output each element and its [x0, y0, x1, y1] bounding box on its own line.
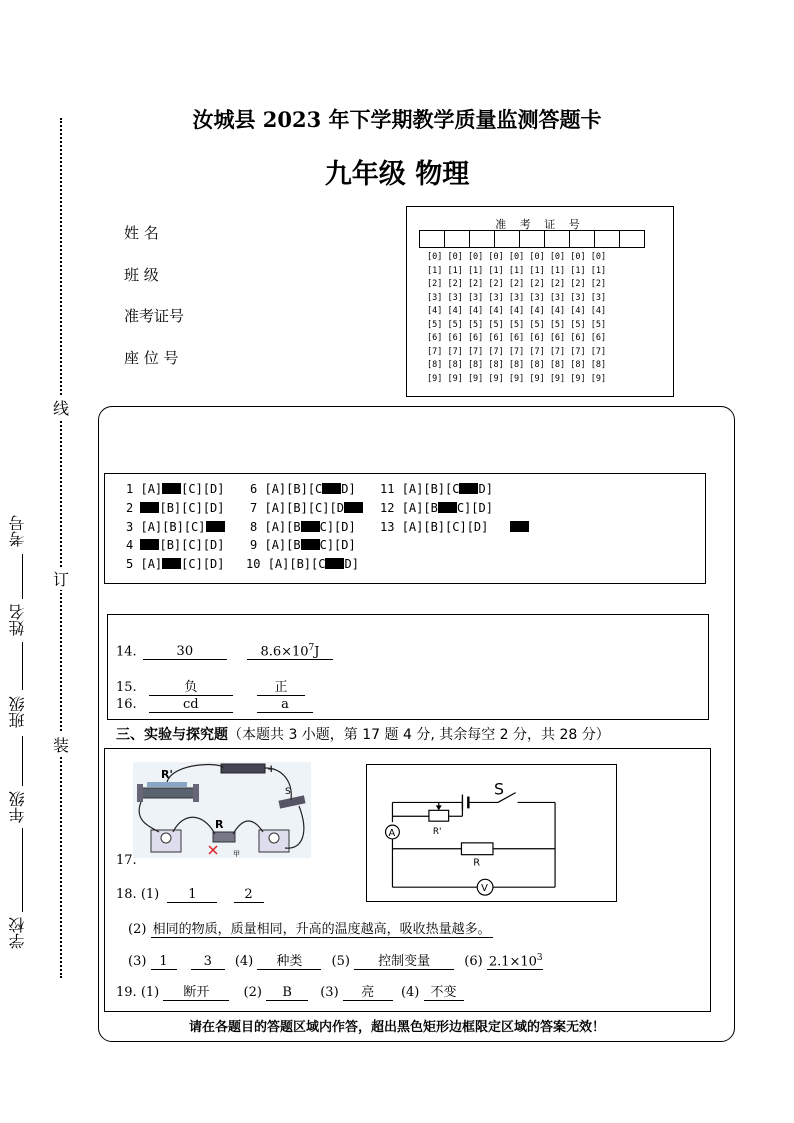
section-3-heading: 三、实验与探究题（本题共 3 小题，第 17 题 4 分, 其余每空 2 分，共 28 分） — [116, 727, 610, 743]
bubble-row[interactable]: [8] [8] [8] [8] [8] [8] [8] [8] [8] — [427, 360, 607, 370]
side-class-line[interactable] — [22, 736, 23, 786]
choice-q10[interactable]: 10 [A][B][C D] — [246, 557, 359, 571]
q18-answer-8[interactable]: $2.1\times 10^3$ — [488, 952, 543, 969]
side-school-line[interactable] — [22, 876, 23, 912]
q16-answer-2[interactable]: a — [257, 697, 313, 713]
choice-q4[interactable]: 4 [B][C][D] — [126, 538, 225, 552]
svg-text:+: + — [267, 764, 276, 775]
binding-dotted-line — [60, 118, 62, 978]
id-cell[interactable] — [419, 230, 445, 248]
circuit-diagram — [366, 764, 617, 902]
footer-notice: 请在各题目的答题区域内作答，超出黑色矩形边框限定区域的答案无效！ — [188, 1020, 605, 1035]
exp-q18-line1: 18. (1) 1 2 — [116, 887, 264, 903]
choice-q11[interactable]: 11 [A][B][C D] — [380, 482, 493, 496]
side-exam-no-label: 考号 — [8, 515, 27, 547]
fill-q15: 15. 负 正 — [116, 676, 305, 696]
side-grade-line[interactable] — [22, 828, 23, 878]
bubble-row[interactable]: [7] [7] [7] [7] [7] [7] [7] [7] [7] — [427, 346, 607, 357]
seat-label: 座 位 号 — [124, 349, 179, 367]
choice-q2[interactable]: 2 [B][C][D] — [126, 501, 225, 515]
bubble-row[interactable]: [3] [3] [3] [3] [3] [3] [3] [3] [3] — [427, 292, 607, 303]
fill-q16: 16. cd a — [116, 697, 313, 713]
bubble-row[interactable]: [6] [6] [6] [6] [6] [6] [6] [6] [6] — [427, 333, 607, 343]
s-label-photo: S — [285, 787, 291, 797]
q18-answer-1[interactable]: 1 — [167, 887, 217, 903]
q15-answer-1[interactable]: 负 — [149, 676, 233, 696]
exp-q18-line3: (3) 1 3 (4) 种类 (5) 控制变量 (6) $2.1\times 10^3$ — [128, 950, 543, 970]
choice-q12[interactable]: 12 [A][B C][D] — [380, 501, 493, 515]
choice-q3[interactable]: 3 [A][B][C] — [126, 520, 225, 534]
exam-id-bubble-grid — [427, 251, 606, 386]
choice-q1[interactable]: 1 [A] [C][D] — [126, 482, 225, 496]
exp-q17: 17. — [116, 853, 137, 868]
binding-zhuang: 装 — [53, 733, 69, 756]
q18-answer-7[interactable]: 控制变量 — [354, 950, 454, 970]
id-cell[interactable] — [569, 230, 595, 248]
side-exam-no-line[interactable] — [22, 554, 23, 599]
rheostat-label: R' — [432, 826, 442, 837]
choice-q5[interactable]: 5 [A] [C][D] — [126, 557, 225, 571]
bubble-row[interactable]: [2] [2] [2] [2] [2] [2] [2] [2] [2] — [427, 279, 607, 289]
class-label: 班 级 — [124, 266, 159, 284]
exam-id-label: 准考证号 — [124, 307, 185, 325]
binding-xian: 线 — [53, 396, 69, 419]
r-label-photo: R — [215, 818, 224, 831]
switch-label: S — [493, 779, 504, 799]
resistor-label: R — [473, 857, 481, 869]
bubble-row[interactable]: [1] [1] [1] [1] [1] [1] [1] [1] [1] — [427, 265, 607, 276]
id-cell[interactable] — [594, 230, 620, 248]
q19-answer-2[interactable]: B — [266, 985, 308, 1001]
bubble-row[interactable]: [5] [5] [5] [5] [5] [5] [5] [5] [5] — [427, 319, 607, 330]
id-cell[interactable] — [494, 230, 520, 248]
name-label: 姓 名 — [124, 224, 159, 242]
q18-answer-5[interactable]: 3 — [191, 954, 225, 970]
id-cell[interactable] — [544, 230, 570, 248]
q19-answer-1[interactable]: 断开 — [163, 981, 229, 1001]
side-name-line[interactable] — [22, 642, 23, 690]
side-grade-label: 年级 — [8, 791, 27, 823]
exam-id-title: 准 考 证 号 — [495, 218, 585, 231]
exp-q18-line2: (2) 相同的物质，质量相同，升高的温度越高，吸收热量越多。 — [128, 918, 493, 938]
choice-q7[interactable]: 7 [A][B][C][D — [250, 501, 363, 515]
side-name-label: 姓名 — [8, 604, 27, 636]
choice-q6[interactable]: 6 [A][B][C D] — [250, 482, 356, 496]
card-title: 汝城县 2023 年下学期教学质量监测答题卡 — [192, 107, 602, 132]
q15-answer-2[interactable]: 正 — [257, 676, 305, 696]
exp-q19: 19. (1) 断开 (2) B (3) 亮 (4) 不变 — [116, 981, 464, 1001]
bubble-row[interactable]: [4] [4] [4] [4] [4] [4] [4] [4] [4] — [427, 306, 607, 316]
q18-answer-4[interactable]: 1 — [151, 954, 177, 970]
q18-answer-3[interactable]: 相同的物质，质量相同，升高的温度越高，吸收热量越多。 — [151, 918, 493, 938]
jia-label: 甲 — [233, 850, 240, 858]
choice-q9[interactable]: 9 [A][B C][D] — [250, 538, 356, 552]
choice-q8[interactable]: 8 [A][B C][D] — [250, 520, 356, 534]
q19-answer-3[interactable]: 亮 — [343, 981, 393, 1001]
q19-answer-4[interactable]: 不变 — [424, 981, 464, 1001]
fill-q14: 14. 30 $8.6\times 10^7J$ — [116, 643, 333, 660]
q14-answer-2[interactable]: $8.6\times 10^7J$ — [247, 643, 333, 660]
id-cell[interactable] — [444, 230, 470, 248]
side-school-label: 学校 — [8, 917, 27, 949]
card-subtitle: 九年级 物理 — [324, 159, 470, 190]
id-cell[interactable] — [469, 230, 495, 248]
q16-answer-1[interactable]: cd — [149, 697, 233, 713]
id-cell[interactable] — [519, 230, 545, 248]
voltmeter-label: V — [481, 883, 488, 895]
id-cell[interactable] — [619, 230, 645, 248]
choice-q13[interactable]: 13 [A][B][C][D] — [380, 520, 529, 534]
q14-answer-1[interactable]: 30 — [143, 644, 227, 660]
binding-ding: 订 — [53, 567, 69, 590]
bubble-row[interactable]: [0] [0] [0] [0] [0] [0] [0] [0] [0] — [427, 252, 607, 262]
rprime-label: R' — [161, 768, 173, 781]
q18-answer-2[interactable]: 2 — [234, 887, 264, 903]
exam-id-box — [406, 206, 674, 397]
q18-answer-6[interactable]: 种类 — [257, 950, 321, 970]
bubble-row[interactable]: [9] [9] [9] [9] [9] [9] [9] [9] [9] — [427, 373, 607, 384]
apparatus-illustration — [133, 762, 311, 858]
exam-id-cells — [419, 230, 644, 248]
ammeter-label: A — [388, 827, 396, 839]
side-class-label: 班级 — [8, 696, 27, 728]
